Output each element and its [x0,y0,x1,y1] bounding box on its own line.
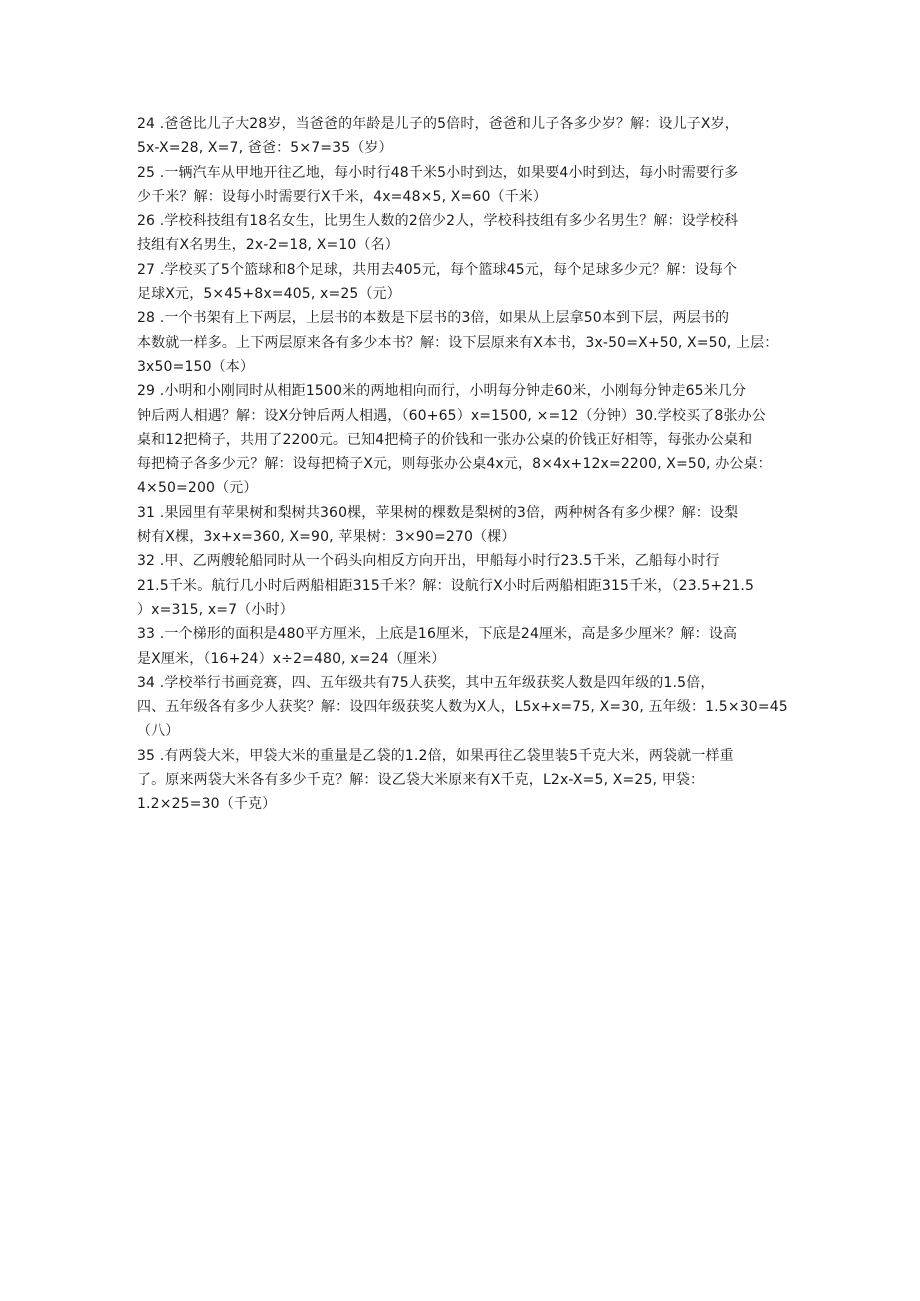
problem-35-line-1: 35 .有两袋大米，甲袋大米的重量是乙袋的1.2倍，如果再往乙袋里装5千克大米，两袋就一样重 [137,747,734,764]
problem-31-line-1: 31 .果园里有苹果树和梨树共360棵，苹果树的棵数是梨树的3倍，两种树各有多少棵？解：设梨 [137,504,739,521]
problem-32-line-3: ）x=315, x=7（小时） [137,601,294,618]
problem-27-line-2: 足球X元，5×45+8x=405, x=25（元） [137,286,401,303]
problem-34-line-2: 四、五年级各有多少人获奖？解：设四年级获奖人数为X人，L5x+x=75, X=30, 五年级：1.5×30=45 [137,699,788,716]
problem-34-line-3: （八） [137,723,180,740]
problem-26-line-1: 26 .学校科技组有18名女生，比男生人数的2倍少2人，学校科技组有多少名男生？解：设学校科 [137,213,739,230]
problem-29-line-1: 29 .小明和小刚同时从相距1500米的两地相向而行，小明每分钟走60米，小刚每分钟走65米几分 [137,383,747,400]
problem-24-line-1: 24 .爸爸比儿子大28岁，当爸爸的年龄是儿子的5倍时，爸爸和儿子各多少岁？解：设儿子X岁， [137,116,739,132]
problem-27-line-1: 27 .学校买了5个篮球和8个足球，共用去405元，每个篮球45元，每个足球多少元？解：设每个 [137,261,738,278]
document-body [137,112,797,817]
problem-32-line-2: 21.5千米。航行几小时后两船相距315千米？解：设航行X小时后两船相距315千米，（23.5+21.5 [137,577,755,594]
problem-26-line-2: 技组有X名男生，2x-2=18, X=10（名） [137,237,399,254]
problem-28-line-1: 28 .一个书架有上下两层，上层书的本数是下层书的3倍，如果从上层拿50本到下层，两层书的 [137,310,730,327]
problem-31-line-2: 树有X棵，3x+x=360, X=90, 苹果树：3×90=270（棵） [137,529,516,546]
problem-34-line-1: 34 .学校举行书画竞赛，四、五年级共有75人获奖，其中五年级获奖人数是四年级的1.5倍， [137,674,715,691]
problem-25-line-2: 少千米？解：设每小时需要行X千米，4x=48×5, X=60（千米） [137,188,548,205]
problem-25-line-1: 25 .一辆汽车从甲地开往乙地，每小时行48千米5小时到达，如果要4小时到达，每小时需要行多 [137,164,739,181]
problem-30-line-1: 桌和12把椅子，共用了2200元。已知4把椅子的价钱和一张办公桌的价钱正好相等，每张办公桌和 [137,431,753,448]
problem-24-line-2: 5x-X=28, X=7, 爸爸：5×7=35（岁） [137,140,393,157]
problem-30-line-3: 4×50=200（元） [137,480,258,497]
problem-35-line-2: 了。原来两袋大米各有多少千克？解：设乙袋大米原来有X千克，L2x-X=5, X=25, 甲袋： [137,772,705,789]
problem-29-line-2: 钟后两人相遇？解：设X分钟后两人相遇，（60+65）x=1500, ×=12（分钟）30.学校买了8张办公 [137,407,766,424]
problem-32-line-1: 32 .甲、乙两艘轮船同时从一个码头向相反方向开出，甲船每小时行23.5千米，乙船每小时行 [137,553,720,570]
problem-30-line-2: 每把椅子各多少元？解：设每把椅子X元，则每张办公桌4x元，8×4x+12x=2200, X=50, 办公桌： [137,456,772,473]
problem-35-line-3: 1.2×25=30（千克） [137,796,277,813]
problem-33-line-2: 是X厘米，（16+24）x÷2=480, x=24（厘米） [137,650,446,667]
problem-33-line-1: 33 .一个梯形的面积是480平方厘米，上底是16厘米，下底是24厘米，高是多少厘米？解：设高 [137,626,738,643]
problem-28-line-2: 本数就一样多。上下两层原来各有多少本书？解：设下层原来有X本书，3x-50=X+50, X=50, 上层： [137,334,779,351]
problem-28-line-3: 3x50=150（本） [137,358,255,375]
